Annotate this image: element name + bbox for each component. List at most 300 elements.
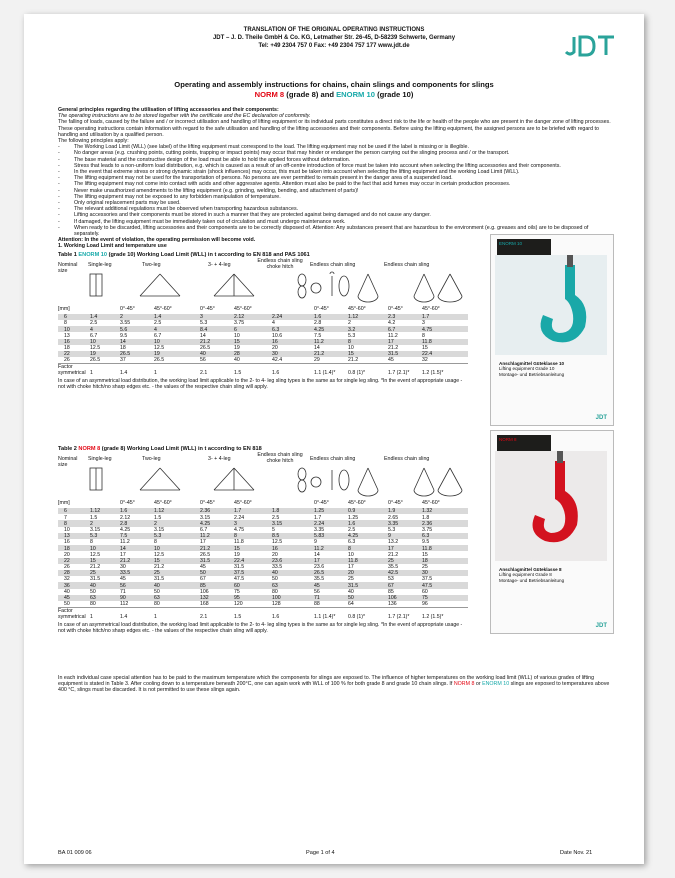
table-cell: 8 [154,539,157,546]
table1-factor: Factor symmetrical 1 1.4 1 2.1 1.5 1.6 1.1 (1.4)* 0.8 (1)* 1.7 (2.1)* 1.2 (1.5)* [58,363,468,378]
table-cell: 8 [64,320,67,327]
table-cell: 17 [314,557,320,564]
sling-diagrams-icon [84,270,484,304]
table-cell: 2.8 [314,320,322,327]
document-body [58,107,614,694]
header-line-2: JDT – J. D. Theile GmbH & Co. KG, Letmather Str. 26-45, D-58239 Schwerte, Germany [212,35,456,41]
table-cell: 8 [90,539,93,546]
table-cell: 88 [314,601,320,608]
table-cell: 80 [272,588,278,595]
table-cell: 8 [64,520,67,527]
table-cell: 31.5 [90,576,101,583]
principle-bullet: - Lifting accessories and their components must be stored in such a manner that they are protected against being damaged and do not cause any danger. [58,212,614,218]
table-cell: 4.25 [314,326,325,333]
table-cell: 19 [234,345,240,352]
principle-bullet: - No danger areas (e.g. crushing points, cutting points, trapping or impact points) may occur that may hinder or endanger the person carrying out the slinging process and / or the transport. [58,150,614,156]
table-cell: 80 [154,601,160,608]
table-cell: 4 [272,320,275,327]
table-cell: 11.8 [422,338,432,345]
table-cell: 5.3 [154,533,162,540]
table-cell: 42.4 [272,357,283,364]
table-cell: 90 [120,595,126,601]
table-cell: 3.35 [314,526,325,533]
table-cell: 40 [200,351,206,358]
table-cell: 22 [64,351,70,358]
factor-cell: 1.2 (1.5)* [422,370,444,377]
table-cell: 21.2 [314,351,325,358]
table-cell: 63 [272,582,278,589]
table-cell: 2 [348,320,351,327]
table-cell: 3.2 [348,326,356,333]
table-cell: 45 [64,595,70,601]
table-cell: 63 [154,595,160,601]
table-cell: 9.5 [120,332,128,339]
principle-bullet: - If damaged, the lifting equipment must be immediately taken out of circulation and must undergo maintenance work. [58,219,614,225]
table-cell: 18 [64,345,70,352]
sling-diagrams-icon [84,464,484,498]
table-cell: 19 [90,351,96,358]
table-cell: 20 [272,551,278,558]
table-cell: 2.24 [234,514,245,521]
table-cell: 1.5 [154,514,162,521]
hook-icon [495,255,607,355]
table-cell: 6.7 [388,326,396,333]
table-cell: 42.5 [388,570,399,577]
table-cell: 21.2 [154,564,165,571]
section-heading: 1. Working Load Limit and temperature use [58,243,167,250]
factor-cell: 1.6 [272,614,280,621]
table-cell: 3 [422,320,425,327]
table-cell: 128 [272,601,281,608]
factor-cell: 0.8 (1)* [348,370,366,377]
table-cell: 4 [154,326,157,333]
table-cell: 20 [272,345,278,352]
table-cell: 75 [234,588,240,595]
table-cell: 3.75 [422,526,433,533]
table-cell: 53 [388,576,394,583]
table1-data [58,314,468,364]
table-cell: 14 [200,332,206,339]
table-cell: 2.24 [314,520,325,527]
table-cell: 26.5 [120,351,131,358]
table2-caption: Table 2 NORM 8 (grade 8) Working Load Limit (WLL) in t according to EN 818 [58,445,262,452]
doc-date: Date Nov. 21 [560,850,593,856]
table-cell: 2 [90,520,93,527]
table-cell: 25 [422,564,428,571]
principle-bullet: - The base material and the constructive design of the load must be able to hold the applied forces without deformation. [58,157,614,163]
table-cell: 3.15 [200,514,211,521]
table-cell: 71 [120,588,126,595]
table-cell: 31.5 [154,576,165,583]
table-cell: 13.2 [388,539,399,546]
table-cell: 1.9 [388,508,396,515]
table-cell: 3.15 [272,520,283,527]
principles-bullet-list [58,144,614,237]
table-cell: 40 [272,570,278,577]
brochure-teal-badge: ENORM 10 [497,239,551,259]
table-cell: 16 [64,338,70,345]
table-cell: 15 [234,545,240,552]
table-cell: 11.8 [234,539,244,546]
table-cell: 12.5 [154,551,165,558]
table-cell: 12.5 [90,345,101,352]
factor-cell: 1.7 (2.1)* [388,370,410,377]
table-cell: 1.7 [314,514,322,521]
table-cell: 8.4 [200,326,208,333]
table-cell: 40 [154,582,160,589]
principles-intro: The operating instructions are to be stored together with the certificate and the EC declaration of conformity. [58,113,311,120]
principle-bullet: - Stress that leads to a non-uniform load distribution, e.g. which is caused as a result of an off-centre introduction of force must be taken into account when selecting the lifting accessories and their components. [58,163,614,169]
document-header [24,26,644,50]
principle-bullet: - The lifting equipment may not come into contact with acids and other aggressive agents. Attention must also be paid to the fact that acid fumes may occur in certain production processes. [58,181,614,187]
document-page [24,14,644,864]
table-cell: 1.8 [422,514,430,521]
table-cell: 7.5 [314,332,322,339]
table-cell: 25 [90,570,96,577]
table-cell: 15 [422,551,428,558]
table-cell: 1.4 [90,314,98,321]
table-cell: 3.15 [90,526,101,533]
table-cell: 8.5 [272,533,280,540]
table-cell: 2.5 [348,526,356,533]
table-cell: 7.5 [120,533,128,540]
table-cell: 26 [64,357,70,364]
table-cell: 17 [348,564,354,571]
factor-cell: 1 [154,614,157,621]
table-cell: 1.8 [272,508,280,515]
table-cell: 28 [234,351,240,358]
factor-cell: 1.4 [120,370,128,377]
table-cell: 5.6 [120,326,128,333]
table-cell: 18 [64,545,70,552]
factor-cell: 2.1 [200,614,208,621]
table-cell: 18 [120,345,126,352]
table1-caption: Table 1 ENORM 10 (grade 10) Working Load Limit (WLL) in t according to EN 818 and PAS 1061 [58,251,310,258]
table-cell: 15 [234,338,240,345]
table-cell: 1.25 [314,508,325,515]
table-cell: 1.6 [314,314,322,321]
table-cell: 4.25 [120,526,131,533]
table-cell: 47.5 [234,576,245,583]
table-cell: 17 [388,338,394,345]
table-cell: 14 [120,338,126,345]
factor-cell: 1 [154,370,157,377]
table-cell: 2.8 [120,520,128,527]
header-line-1: TRANSLATION OF THE ORIGINAL OPERATING INSTRUCTIONS [243,27,425,33]
principle-bullet: - In the event that extreme stress or strong dynamic strain (shock influences) may occur, this must be taken into account when selecting the lifting equipment and the working Load Limit (WLL). [58,169,614,175]
table-cell: 30 [272,351,278,358]
table-cell: 12.5 [154,345,165,352]
table-cell: 29 [314,357,320,364]
table-cell: 1.25 [348,514,359,521]
doc-number: BA 01 009 06 [58,850,92,856]
table2-factor: Factor symmetrical 1 1.4 1 2.1 1.5 1.6 1.1 (1.4)* 0.8 (1)* 1.7 (2.1)* 1.2 (1.5)* [58,607,468,622]
table-cell: 136 [388,601,397,608]
table-cell: 1.32 [422,508,433,515]
table-cell: 1.7 [234,508,242,515]
table-cell: 4.25 [348,533,359,540]
table-cell: 23.6 [272,557,283,564]
table-cell: 85 [200,582,206,589]
table-cell: 9 [388,533,391,540]
table-cell: 5.83 [314,533,325,540]
table-cell: 17 [388,545,394,552]
title-line-1: Operating and assembly instructions for chains, chain slings and components for slings [174,80,494,89]
enorm10-brochure-image: ENORM 10 Anschlagmittel Güteklasse 10 Lifting equipment Grade 10 Montage- und Betriebsanleitung JDT [490,234,614,426]
table-cell: 45 [388,357,394,364]
table-cell: 50 [348,595,354,601]
hook-icon [495,451,607,561]
table-cell: 10 [348,551,354,558]
table-cell: 37 [120,357,126,364]
table-cell: 17 [120,551,126,558]
table-cell: 47.5 [422,582,433,589]
table-cell: 3 [200,314,203,321]
table-cell: 16 [272,338,278,345]
table-cell: 11.8 [422,545,432,552]
table-cell: 2.36 [200,508,211,515]
table-cell: 6.3 [348,539,356,546]
table-cell: 25 [348,576,354,583]
table-cell: 112 [120,601,129,608]
table-cell: 50 [64,601,70,608]
table-cell: 37.5 [234,570,245,577]
table-cell: 5.3 [200,320,208,327]
factor-cell: 1.1 (1.4)* [314,370,336,377]
table2-note: In case of an asymmetrical load distribution, the working load limit applicable to the 2- to 4- leg sling types is the same as for single leg sling. *In the event of appropriate usage - not with choke hitch/no sharp edges etc. - the values of the respective chain sling will apply. [58,622,463,635]
table-cell: 64 [348,601,354,608]
table-cell: 3 [234,520,237,527]
principles-attention: Attention: In the event of violation, the operating permission will become void. [58,237,256,244]
table-cell: 2.24 [272,314,283,321]
table-cell: 21.2 [388,345,399,352]
table-cell: 23.6 [314,564,325,571]
table-cell: 3.55 [120,320,131,327]
table-cell: 1.6 [348,520,356,527]
table-cell: 132 [200,595,209,601]
principle-bullet: - Never make unauthorized amendments to the lifting equipment (e.g. grinding, welding, bending, and attachment of parts)! [58,188,614,194]
table-cell: 10 [90,338,96,345]
table-cell: 1.12 [90,508,101,515]
table-cell: 13 [64,533,70,540]
table-cell: 32 [422,357,428,364]
title-line-2: NORM 8 (grade 8) and ENORM 10 (grade 10) [254,90,414,99]
table-cell: 21.2 [388,551,399,558]
table-cell: 11.2 [314,545,324,552]
table-cell: 106 [388,595,397,601]
temperature-paragraph: In each individual case special attention has to be paid to the maximum temperature which the components for slings are exposed to. The influence of higher temperatures on the working load limit (WLL) of various grades of lifting equipment is stated in Table 3. After cooling down to a temperature beneath 200°C, one can again work with WLL of 100 % for both grade 8 and grade 10 chain slings. If NORM 8 or ENORM 10 slings are exposed to temperatures above 400 °C, slings must be discarded. It is not permitted to use these slings again. [58,675,610,694]
table-cell: 25 [388,557,394,564]
table1 [58,258,468,391]
factor-cell: 1 [90,370,93,377]
table-cell: 45 [314,582,320,589]
table-cell: 56 [120,582,126,589]
table-cell: 1.4 [154,314,162,321]
table-cell: 25 [154,570,160,577]
table-cell: 11.2 [120,539,130,546]
table-cell: 1.7 [422,314,430,321]
table-cell: 10 [348,345,354,352]
table-cell: 6 [64,508,67,515]
table-cell: 31.5 [234,564,245,571]
table-cell: 56 [200,357,206,364]
table-cell: 17 [200,539,206,546]
table-cell: 12.5 [90,551,101,558]
table-cell: 26.5 [154,357,165,364]
table-cell: 75 [422,595,428,601]
table1-note: In case of an asymmetrical load distribution, the working load limit applicable to the 2- to 4- leg sling types is the same as for single leg sling. *In the event of appropriate usage - not with choke hitch/no sharp edges etc. - the values of the respective chain sling will apply. [58,378,463,391]
table-cell: 3.75 [234,320,245,327]
table-cell: 36 [64,582,70,589]
table-cell: 37.5 [422,576,433,583]
table-cell: 16 [64,539,70,546]
table-cell: 28 [64,570,70,577]
table-cell: 71 [314,595,320,601]
table-cell: 168 [200,601,209,608]
table-cell: 3.35 [388,520,399,527]
table-cell: 10 [64,526,70,533]
table2-data [58,508,468,607]
table-cell: 50 [272,576,278,583]
table-cell: 56 [314,588,320,595]
table-cell: 5.3 [388,526,396,533]
table-cell: 11.2 [200,533,210,540]
principles-p2: These operating instructions contain information with regard to the safe utilisation and handling of the lifting accessories and their components. Before using the lifting equipment, the assigned persons are to be briefed with regard to handling and utilisation by a qualified person. [58,125,599,138]
table-cell: 26.5 [200,345,211,352]
table-cell: 9.5 [422,539,430,546]
table-cell: 14 [314,551,320,558]
brochure-logo: JDT [595,414,607,421]
table-cell: 4 [90,326,93,333]
table-cell: 21.2 [120,557,131,564]
table-cell: 96 [422,601,428,608]
principles-heading: General principles regarding the utilisation of lifting accessories and their components: [58,107,279,113]
table-cell: 2.5 [90,320,98,327]
table-cell: 45 [200,564,206,571]
principle-bullet: - When ready to be discarded, lifting accessories and their components are to be correctly disposed of. Attention: Any substances present that are hazardous to the environment (e.g. greases and oils) are to be disposed of separately. [58,225,614,237]
table-cell: 6 [64,314,67,321]
table-cell: 40 [348,588,354,595]
factor-cell: 1.7 (2.1)* [388,614,410,621]
table-cell: 80 [90,601,96,608]
table-cell: 8 [348,545,351,552]
title-norm8: NORM 8 [254,90,285,99]
table-cell: 2 [120,314,123,321]
table2 [58,452,468,634]
table-cell: 10 [64,326,70,333]
principle-bullet: - The lifting equipment may not be used for the transportation of persons. No persons are ever permitted to remain present in the danger area of a suspended load. [58,175,614,181]
table-cell: 6.3 [272,326,280,333]
table-cell: 26.5 [200,551,211,558]
table-cell: 15 [90,557,96,564]
table-cell: 4.75 [234,526,245,533]
table-cell: 11.2 [388,332,398,339]
table-cell: 6.7 [200,526,208,533]
table-cell: 10 [234,332,240,339]
table-cell: 31.5 [388,351,399,358]
table-cell: 6.7 [154,332,162,339]
table-cell: 21.2 [348,357,359,364]
table-cell: 31.5 [200,557,211,564]
factor-cell: 0.8 (1)* [348,614,366,621]
table-cell: 50 [154,588,160,595]
table-cell: 40 [234,357,240,364]
principles-p3: The following principles apply: [58,138,129,145]
table-cell: 2.36 [422,520,433,527]
table-cell: 15 [154,557,160,564]
table-cell: 12.5 [272,539,283,546]
table-cell: 1.5 [90,514,98,521]
table-cell: 45 [120,576,126,583]
table-cell: 0.9 [348,508,356,515]
table-cell: 67 [200,576,206,583]
document-title [24,80,644,100]
table-cell: 4.75 [422,326,433,333]
table-cell: 8 [422,332,425,339]
table-cell: 50 [90,588,96,595]
table-cell: 5.3 [348,332,356,339]
table-cell: 11.2 [314,338,324,345]
table-cell: 10 [154,338,160,345]
table-cell: 6.7 [90,332,98,339]
table-cell: 6.3 [422,533,430,540]
table-cell: 40 [90,582,96,589]
factor-cell: 1.1 (1.4)* [314,614,336,621]
table-cell: 26.5 [314,570,325,577]
table-cell: 32 [64,576,70,583]
table-cell: 2 [154,520,157,527]
table-cell: 13 [64,332,70,339]
table-cell: 2.5 [154,320,162,327]
table-cell: 60 [422,588,428,595]
table-cell: 26.5 [90,357,101,364]
table-cell: 1.12 [348,314,359,321]
table-cell: 2.65 [388,514,399,521]
table-cell: 33.5 [120,570,131,577]
table-cell: 14 [314,345,320,352]
table-cell: 60 [234,582,240,589]
table-cell: 19 [234,551,240,558]
table-cell: 20 [64,551,70,558]
table-cell: 67 [388,582,394,589]
table-cell: 8 [234,533,237,540]
table-cell: 18 [422,557,428,564]
table-cell: 35.5 [314,576,325,583]
title-enorm10: ENORM 10 [336,90,375,99]
header-line-3: Tel: +49 2304 757 0 Fax: +49 2304 757 177 www.jdt.de [258,43,410,49]
factor-cell: 1.5 [234,370,242,377]
norm8-brochure-image: NORM 8 Anschlagmittel Güteklasse 8 Lifting equipment Grade 8 Montage- und Betriebsanleitung JDT [490,430,614,634]
table-cell: 1.12 [154,508,165,515]
table-cell: 8 [348,338,351,345]
brochure-red-badge: NORM 8 [499,437,517,443]
table-cell: 33.5 [272,564,283,571]
table-cell: 15 [348,351,354,358]
table-cell: 2.12 [234,314,245,321]
table-cell: 26 [64,564,70,571]
table-cell: 31.5 [348,582,359,589]
table-cell: 4.25 [200,520,211,527]
table-cell: 100 [272,595,281,601]
principle-bullet: - The relevant additional regulations must be observed when transporting hazardous substances. [58,206,614,212]
table-cell: 10 [90,545,96,552]
table-cell: 40 [64,588,70,595]
table-cell: 1.6 [120,508,128,515]
table-cell: 14 [120,545,126,552]
table-cell: 5.3 [90,533,98,540]
table-cell: 9 [314,539,317,546]
table-cell: 120 [234,601,243,608]
